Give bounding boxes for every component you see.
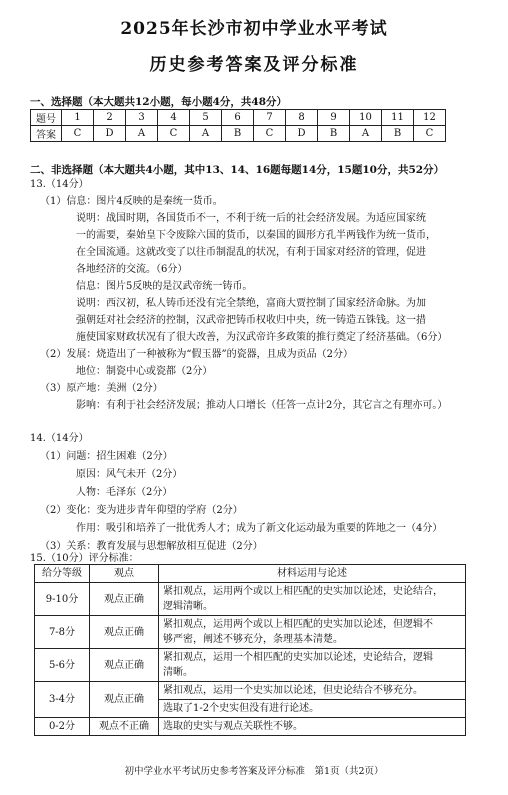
col-header-desc: 材料运用与论述 bbox=[159, 565, 466, 583]
answer-cell: D bbox=[286, 126, 318, 142]
choice-answer-table bbox=[30, 109, 446, 142]
desc-line: 清晰。 bbox=[163, 667, 193, 678]
view-cell: 观点正确 bbox=[90, 583, 159, 616]
q14-line: 人物：毛泽东（2分） bbox=[76, 487, 173, 498]
scoring-row bbox=[35, 616, 466, 649]
desc-line: 紧扣观点，运用两个或以上相匹配的史实加以论述，史论结合， bbox=[163, 586, 443, 597]
desc-line: 紧扣观点，运用一个史实加以论述，但史论结合不够充分。 bbox=[159, 682, 465, 700]
page-subtitle: 历史参考答案及评分标准 bbox=[149, 55, 359, 75]
q13-line: 强朝廷对社会经济的控制，汉武帝把铸币权收归中央，统一铸造五铢钱。这一措 bbox=[76, 315, 426, 326]
desc-line: 逻辑清晰。 bbox=[163, 601, 213, 612]
answer-cell: B bbox=[222, 126, 254, 142]
q14-line: （2）变化：变为进步青年仰望的学府（2分） bbox=[40, 505, 243, 516]
q13-line: （3）原产地：美洲（2分） bbox=[40, 383, 163, 394]
q13-line: 施使国家财政状况有了很大改善，为汉武帝许多政策的推行奠定了经济基础。（6分） bbox=[76, 332, 448, 343]
q13-line: 说明：战国时期，各国货币不一，不利于统一后的社会经济发展。为适应国家统 bbox=[76, 213, 426, 224]
question-number: 9 bbox=[318, 110, 350, 126]
question-number: 3 bbox=[126, 110, 158, 126]
row-label-answer: 答案 bbox=[31, 126, 62, 142]
view-cell: 观点正确 bbox=[90, 649, 159, 682]
question-number: 10 bbox=[350, 110, 382, 126]
desc-line: 选取的史实与观点关联性不够。 bbox=[163, 721, 303, 732]
q13-line: 各地经济的交流。（6分） bbox=[76, 264, 188, 275]
desc-line: 紧扣观点，运用一个相匹配的史实加以论述，史论结合，逻辑 bbox=[163, 652, 433, 663]
scoring-row bbox=[35, 718, 466, 736]
question-number-row bbox=[31, 110, 446, 126]
question-number: 2 bbox=[94, 110, 126, 126]
answer-cell: D bbox=[94, 126, 126, 142]
q13-line: （2）发展：烧造出了一种被称为“假玉器”的瓷器，且成为贡品（2分） bbox=[40, 349, 353, 360]
question-number: 7 bbox=[254, 110, 286, 126]
view-cell: 观点不正确 bbox=[90, 718, 159, 736]
q13-line: 影响：有利于社会经济发展；推动人口增长（任答一点计2分，其它言之有理亦可。） bbox=[76, 400, 448, 411]
desc-cell bbox=[159, 616, 466, 649]
section1-heading: 一、选择题（本大题共12小题，每小题4分，共48分） bbox=[30, 96, 288, 108]
question-number: 12 bbox=[414, 110, 446, 126]
row-label-question: 题号 bbox=[31, 110, 62, 126]
desc-line: 选取了1-2个史实但没有进行论述。 bbox=[163, 703, 320, 714]
answer-cell: A bbox=[126, 126, 158, 142]
q15-scoring-table bbox=[34, 564, 466, 736]
q13-heading: 13.（14分） bbox=[30, 179, 89, 190]
grade-cell: 7-8分 bbox=[35, 616, 90, 649]
view-cell: 观点正确 bbox=[90, 682, 159, 718]
q14-line: 原因：风气未开（2分） bbox=[76, 469, 183, 480]
answer-cell: B bbox=[318, 126, 350, 142]
answer-row bbox=[31, 126, 446, 142]
q15-heading: 15.（10分）评分标准： bbox=[30, 553, 139, 564]
q13-line: 说明：西汉初，私人铸币还没有完全禁绝，富商大贾控制了国家经济命脉。为加 bbox=[76, 298, 426, 309]
section2-heading: 二、非选择题（本大题共4小题，其中13、14、16题每题14分，15题10分，共52分） bbox=[30, 164, 445, 176]
answer-cell: B bbox=[382, 126, 414, 142]
grade-cell: 0-2分 bbox=[35, 718, 90, 736]
col-header-grade: 给分等级 bbox=[35, 565, 90, 583]
question-number: 5 bbox=[190, 110, 222, 126]
answer-cell: C bbox=[158, 126, 190, 142]
grade-cell: 5-6分 bbox=[35, 649, 90, 682]
answer-cell: A bbox=[350, 126, 382, 142]
q14-line: 作用：吸引和培养了一批优秀人才；成为了新文化运动最为重要的阵地之一（4分） bbox=[76, 523, 443, 534]
q14-line: （3）关系：教育发展与思想解放相互促进（2分） bbox=[40, 541, 263, 552]
desc-cell bbox=[159, 583, 466, 616]
answer-cell: A bbox=[190, 126, 222, 142]
question-number: 11 bbox=[382, 110, 414, 126]
scoring-row bbox=[35, 649, 466, 682]
page-title: 2025年长沙市初中学业水平考试 bbox=[120, 19, 388, 39]
desc-cell bbox=[159, 718, 466, 736]
answer-cell: C bbox=[62, 126, 94, 142]
q13-line: （1）信息：图片4反映的是秦统一货币。 bbox=[40, 196, 223, 207]
q14-heading: 14.（14分） bbox=[30, 433, 89, 444]
grade-cell: 3-4分 bbox=[35, 682, 90, 718]
question-number: 8 bbox=[286, 110, 318, 126]
desc-cell bbox=[159, 649, 466, 682]
scoring-row bbox=[35, 583, 466, 616]
desc-line: 紧扣观点，运用两个或以上相匹配的史实加以论述，但逻辑不 bbox=[163, 619, 433, 630]
q13-line: 信息：图片5反映的是汉武帝统一铸币。 bbox=[76, 281, 253, 292]
view-cell: 观点正确 bbox=[90, 616, 159, 649]
q14-line: （1）问题：招生困难（2分） bbox=[40, 451, 173, 462]
desc-line: 够严密，阐述不够充分，条理基本清楚。 bbox=[163, 634, 343, 645]
question-number: 1 bbox=[62, 110, 94, 126]
answer-cell: C bbox=[414, 126, 446, 142]
q13-line: 地位：制瓷中心或瓷都（2分） bbox=[76, 366, 213, 377]
grade-cell: 9-10分 bbox=[35, 583, 90, 616]
page-footer: 初中学业水平考试历史参考答案及评分标准 第1页（共2页） bbox=[124, 766, 384, 777]
q13-line: 一的需要，秦始皇下令废除六国的货币，以秦国的圆形方孔半两钱作为统一货币， bbox=[76, 230, 436, 241]
scoring-header-row bbox=[35, 565, 466, 583]
desc-cell bbox=[159, 682, 466, 718]
scoring-row bbox=[35, 682, 466, 718]
q13-line: 在全国流通。这就改变了以往币制混乱的状况，有利于国家对经济的管理，促进 bbox=[76, 247, 426, 258]
answer-cell: C bbox=[254, 126, 286, 142]
question-number: 4 bbox=[158, 110, 190, 126]
question-number: 6 bbox=[222, 110, 254, 126]
col-header-view: 观点 bbox=[90, 565, 159, 583]
